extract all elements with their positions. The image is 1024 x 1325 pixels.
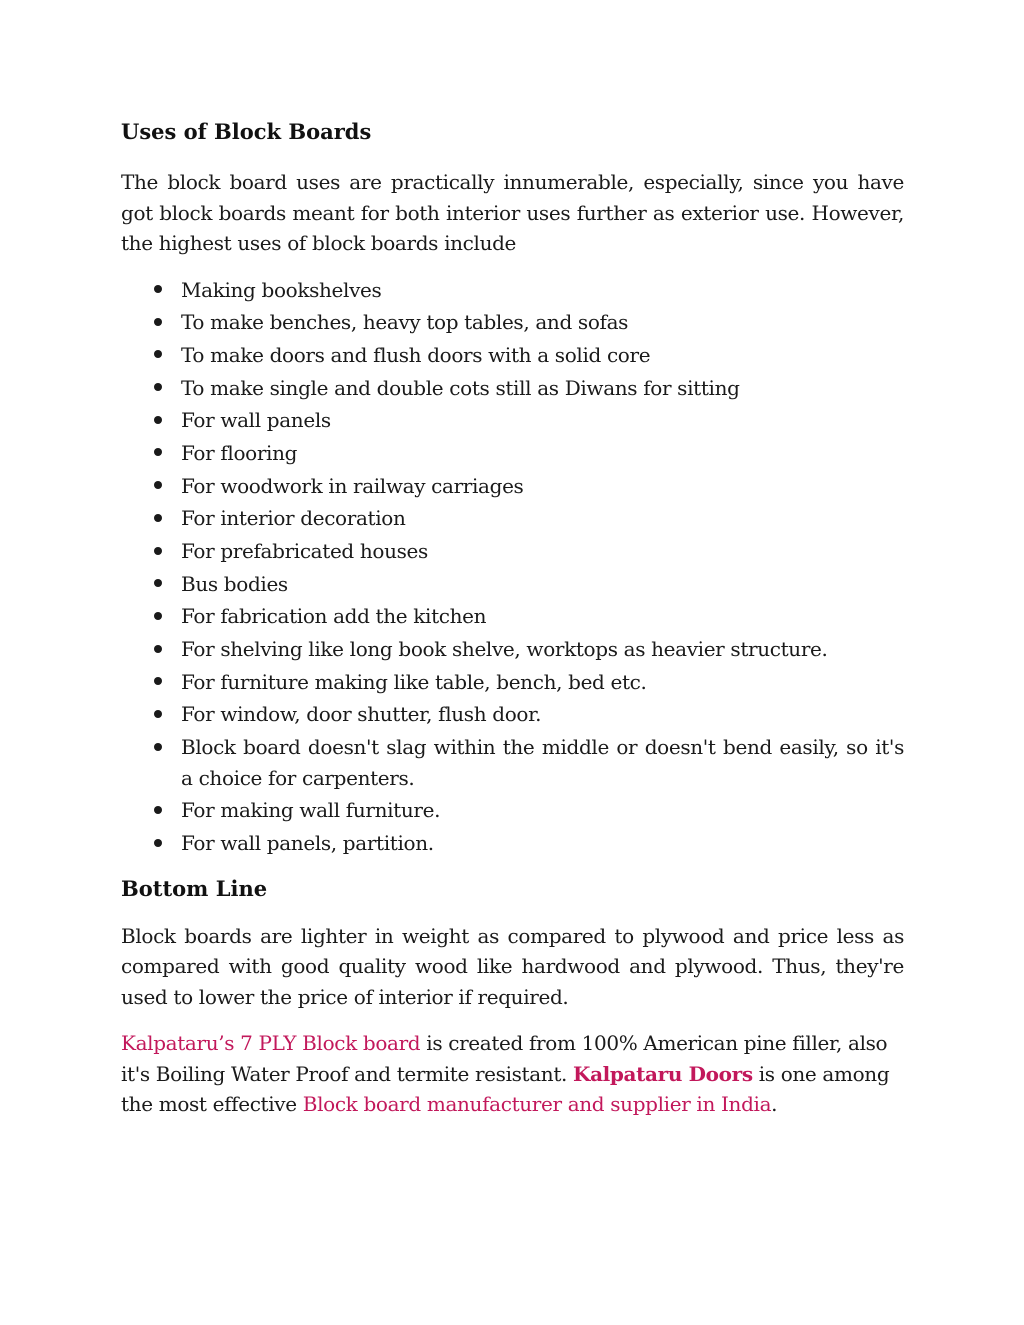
list-item bbox=[121, 471, 904, 502]
list-item-text: To make doors and flush doors with a solid core bbox=[181, 342, 651, 367]
intro-paragraph: The block board uses are practically innumerable, especially, since you have got block boards meant for both interior uses further as exterior use. However, the highest uses of block boards include bbox=[121, 170, 904, 255]
uses-list bbox=[121, 275, 904, 859]
bullet-icon bbox=[154, 285, 162, 293]
list-item-text: For interior decoration bbox=[181, 506, 406, 531]
list-item bbox=[121, 275, 904, 306]
heading-bottom-line: Bottom Line bbox=[121, 875, 268, 901]
list-item bbox=[121, 340, 904, 371]
list-item bbox=[121, 503, 904, 534]
promo-end: . bbox=[771, 1092, 778, 1116]
list-item bbox=[121, 732, 904, 793]
bullet-icon bbox=[154, 743, 162, 751]
list-item bbox=[121, 828, 904, 859]
list-item bbox=[121, 569, 904, 600]
promo-text-1: is created from 100% American pine filler, also it's Boiling Water Proof and termite resistant. bbox=[121, 1031, 888, 1086]
list-item bbox=[121, 307, 904, 338]
bullet-icon bbox=[154, 806, 162, 814]
list-item bbox=[121, 667, 904, 698]
document-page bbox=[121, 116, 904, 1120]
list-item-text: Block board doesn't slag within the middle or doesn't bend easily, so it's a choice for carpenters. bbox=[181, 735, 904, 790]
promo-paragraph bbox=[121, 1028, 904, 1120]
list-item bbox=[121, 373, 904, 404]
list-item bbox=[121, 699, 904, 730]
bullet-icon bbox=[154, 547, 162, 555]
list-item-text: For making wall furniture. bbox=[181, 798, 441, 823]
bullet-icon bbox=[154, 839, 162, 847]
summary-paragraph: Block boards are lighter in weight as compared to plywood and price less as compared with good quality wood like hardwood and plywood. Thus, they're used to lower the price of interior if required. bbox=[121, 923, 904, 1009]
bullet-icon bbox=[154, 579, 162, 587]
list-item bbox=[121, 601, 904, 632]
bullet-icon bbox=[154, 350, 162, 358]
list-item bbox=[121, 405, 904, 436]
list-item-text: For flooring bbox=[181, 440, 298, 465]
heading-uses-of-block-boards: Uses of Block Boards bbox=[121, 119, 372, 144]
bullet-icon bbox=[154, 710, 162, 718]
list-item-text: For wall panels bbox=[181, 408, 331, 433]
bullet-icon bbox=[154, 318, 162, 326]
bullet-icon bbox=[154, 645, 162, 653]
list-item-text: For wall panels, partition. bbox=[181, 831, 434, 855]
bullet-icon bbox=[154, 677, 162, 685]
list-item-text: For furniture making like table, bench, bed etc. bbox=[181, 669, 647, 694]
bullet-icon bbox=[154, 448, 162, 456]
list-item-text: To make single and double cots still as Diwans for sitting bbox=[181, 375, 740, 400]
list-item bbox=[121, 795, 904, 826]
kalpataru-block-board-link[interactable]: Kalpataru’s 7 PLY Block board bbox=[121, 1031, 421, 1055]
list-item bbox=[121, 634, 904, 665]
list-item-text: Making bookshelves bbox=[181, 277, 382, 302]
list-item-text: For prefabricated houses bbox=[181, 539, 428, 563]
bullet-icon bbox=[154, 383, 162, 391]
bullet-icon bbox=[154, 481, 162, 489]
manufacturer-supplier-link[interactable]: Block board manufacturer and supplier in India bbox=[302, 1092, 772, 1116]
bullet-icon bbox=[154, 612, 162, 620]
list-item bbox=[121, 536, 904, 567]
list-item-text: For fabrication add the kitchen bbox=[181, 604, 487, 629]
list-item-text: For woodwork in railway carriages bbox=[181, 473, 524, 498]
list-item bbox=[121, 438, 904, 469]
bullet-icon bbox=[154, 514, 162, 522]
kalpataru-doors-brand: Kalpataru Doors bbox=[573, 1061, 753, 1086]
bullet-icon bbox=[154, 416, 162, 424]
list-item-text: For shelving like long book shelve, worktops as heavier structure. bbox=[181, 637, 828, 662]
list-item-text: Bus bodies bbox=[181, 571, 288, 596]
list-item-text: For window, door shutter, flush door. bbox=[181, 702, 542, 727]
promo-text-2: is one among the most effective bbox=[121, 1061, 890, 1116]
list-item-text: To make benches, heavy top tables, and sofas bbox=[181, 310, 629, 335]
